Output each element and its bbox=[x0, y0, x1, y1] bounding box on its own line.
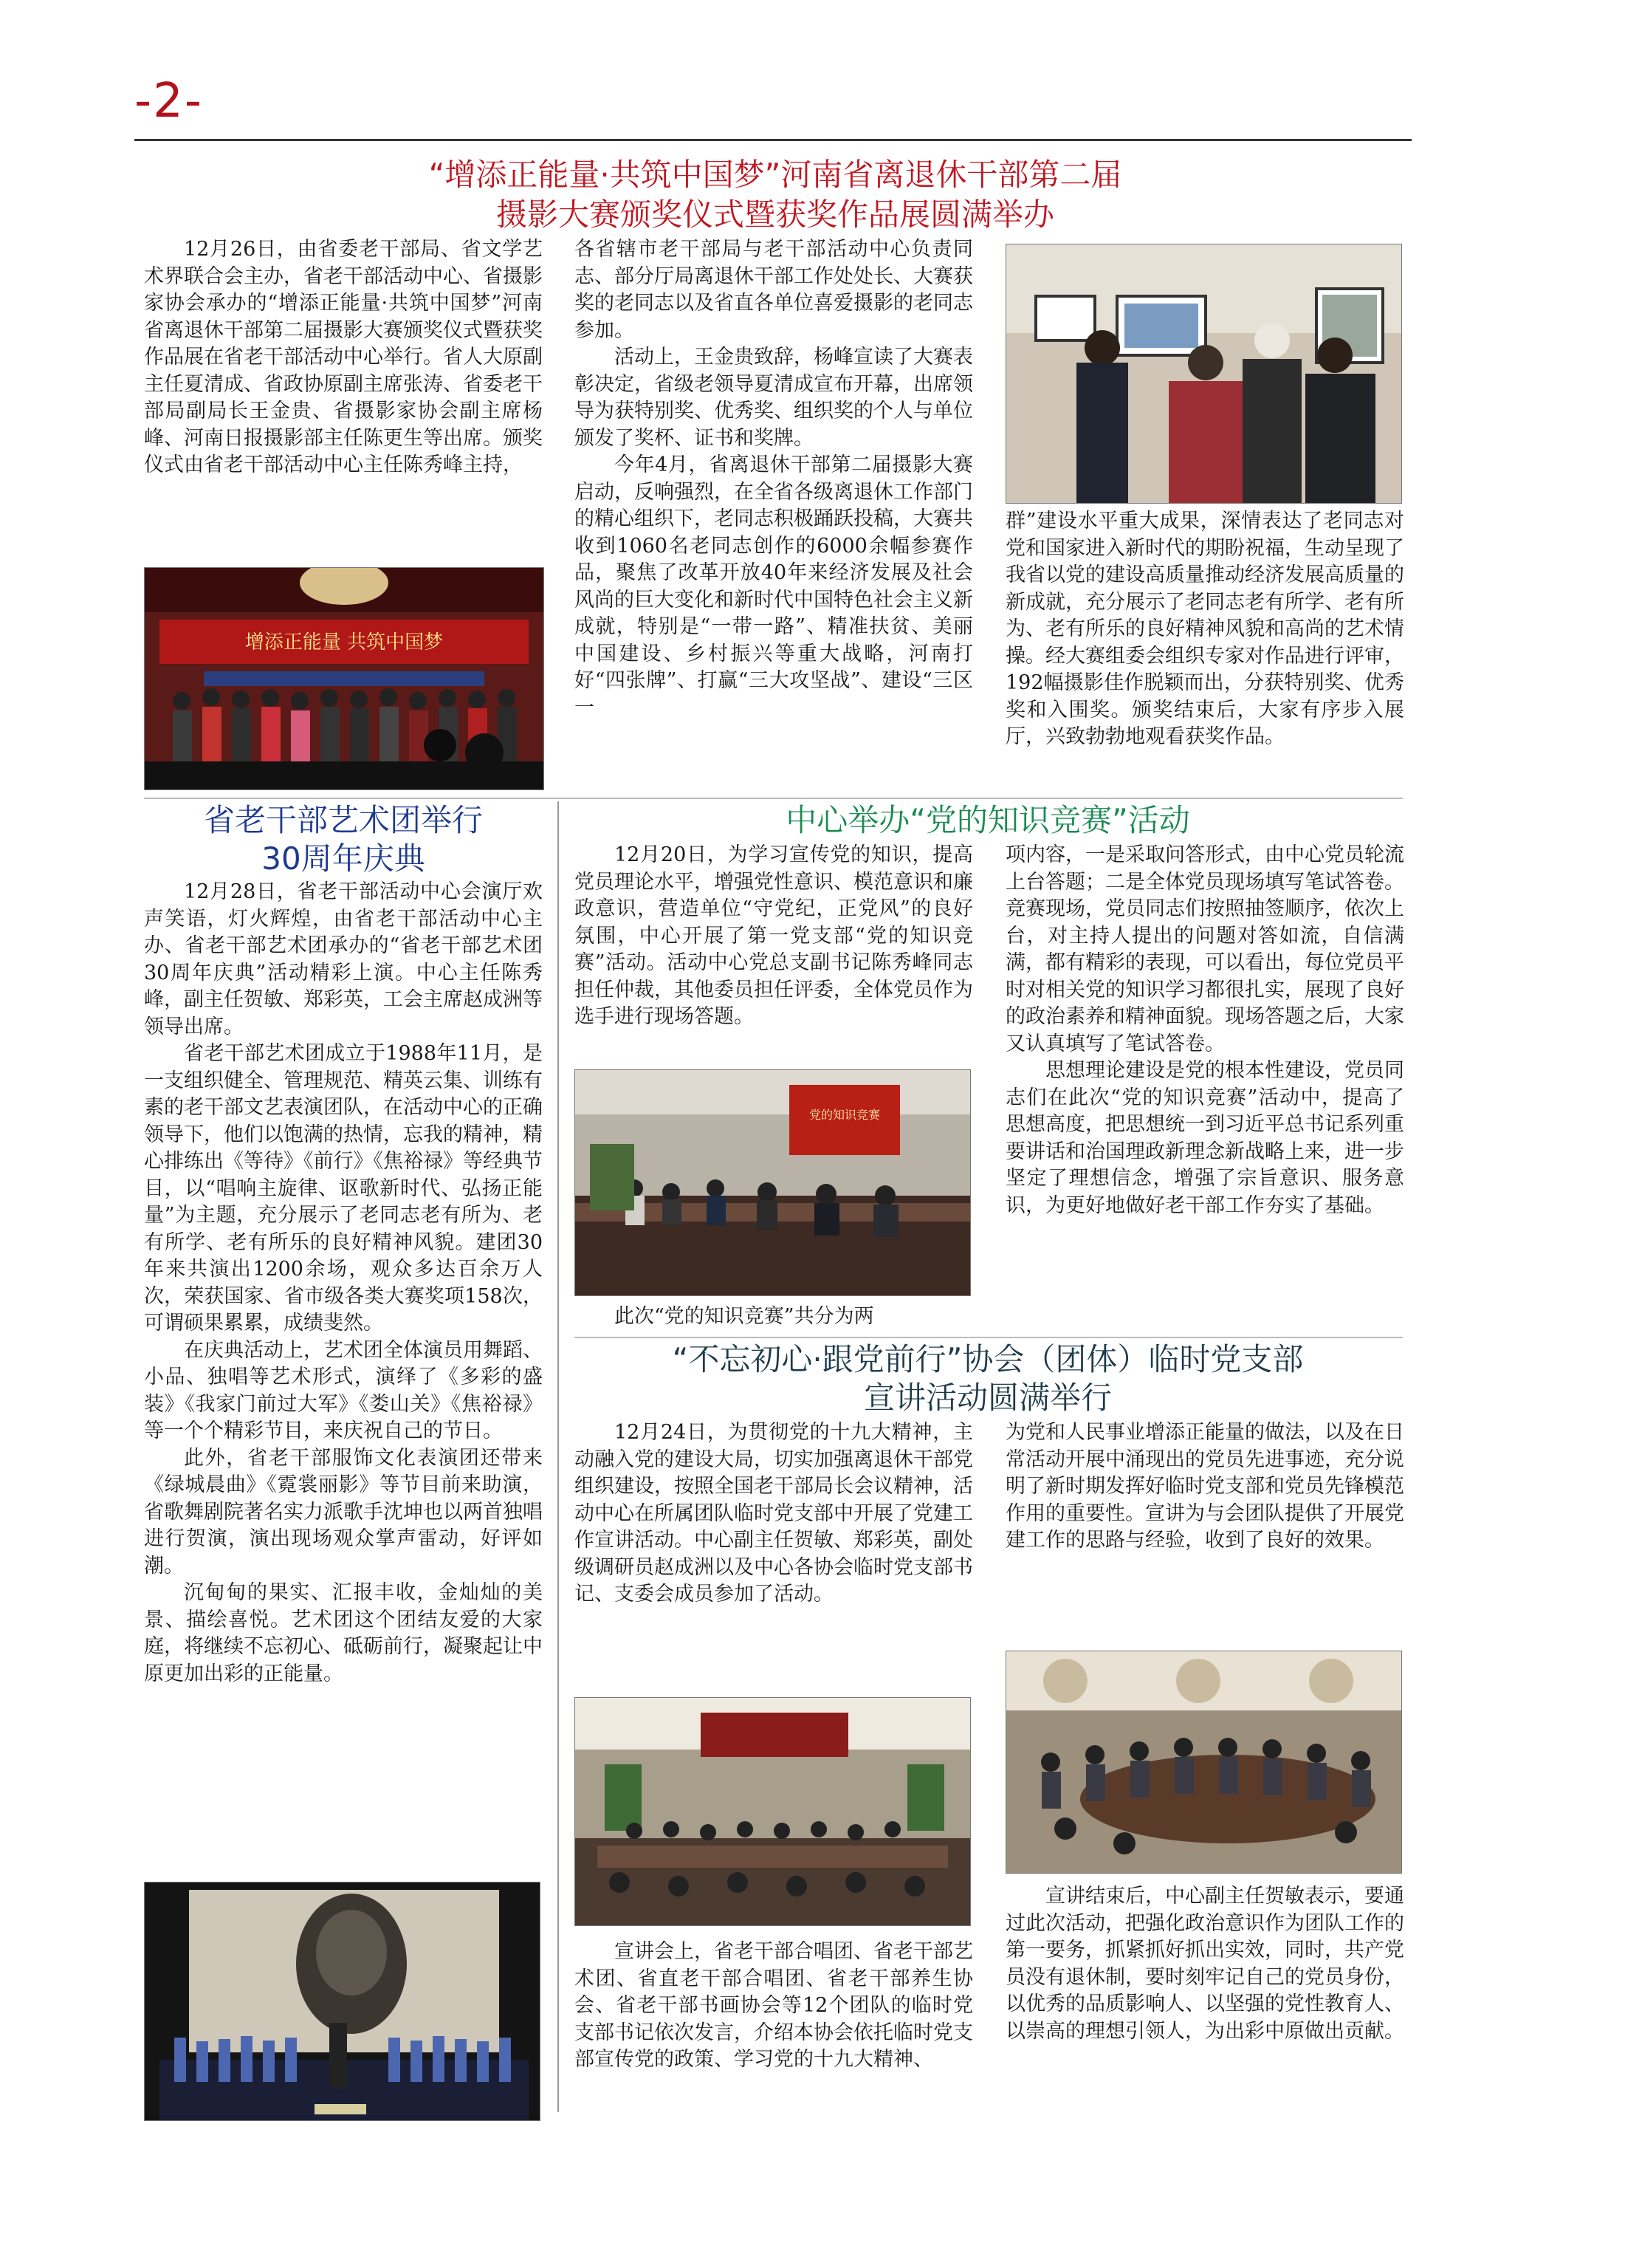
article4-col1-bottom-text: 宣讲会上，省老干部合唱团、省老干部艺术团、省直老干部合唱团、省老干部养生协会、省老干部书画协会等12个团队的临时党支部书记依次发言，介绍本协会依托临时党支部宣传党的政策、学习党的十九大精神、 bbox=[574, 1940, 973, 2071]
stage-photo-graphic bbox=[145, 1882, 540, 2120]
article4-title-line1: “不忘初心·跟党前行”协会（团体）临时党支部 bbox=[672, 1341, 1304, 1377]
article1-col1 bbox=[144, 236, 543, 561]
article1-title-line2: 摄影大赛颁奖仪式暨获奖作品展圆满举办 bbox=[495, 196, 1054, 233]
article4-col1-bottom bbox=[574, 1939, 973, 2116]
divider-horizontal-2 bbox=[574, 1337, 1403, 1338]
article4-photo-meeting2 bbox=[1006, 1651, 1402, 1874]
quiz-screen-text: 党的知识竞赛 bbox=[808, 1108, 880, 1122]
meeting2-photo-graphic bbox=[1006, 1651, 1401, 1873]
article3-col1-tail-text: 此次“党的知识竞赛”共分为两 bbox=[614, 1305, 874, 1328]
article3-col1 bbox=[574, 842, 973, 1063]
article2-title-line1: 省老干部艺术团举行 bbox=[203, 802, 483, 838]
article1-title bbox=[221, 155, 1329, 235]
article4-col2-top-text: 为党和人民事业增添正能量的做法，以及在日常活动开展中涌现出的党员先进事迹，充分说明了新时期发挥好临时党支部和党员先锋模范作用的重要性。宣讲为与会团队提供了开展党建工作的思路与经验，收到了良好的效果。 bbox=[1006, 1421, 1404, 1552]
article2-body bbox=[144, 879, 543, 1872]
ceremony-banner-text: 增添正能量 共筑中国梦 bbox=[244, 631, 444, 654]
article1-col2-p2: 活动上，王金贵致辞，杨峰宣读了大赛表彰决定，省级老领导夏清成宣布开幕，出席领导为获特别奖、优秀奖、组织奖的个人与单位颁发了奖杯、证书和奖牌。 bbox=[574, 346, 973, 450]
article4-col2-bottom bbox=[1006, 1883, 1404, 2120]
article4-title bbox=[574, 1340, 1401, 1417]
divider-vertical-1 bbox=[557, 801, 559, 2112]
page-number: -2- bbox=[134, 74, 203, 129]
article1-photo-gallery bbox=[1006, 244, 1402, 504]
article1-col2 bbox=[574, 236, 973, 794]
article2-p2: 省老干部艺术团成立于1988年11月，是一支组织健全、管理规范、精英云集、训练有素的老干部文艺表演团队，在活动中心的正确领导下，他们以饱满的热情，忘我的精神，精心排练出《等待》《前行》《焦裕禄》等经典节目，以“唱响主旋律、讴歌新时代、弘扬正能量”为主题，充分展示了老同志老有所为、老有所学、老有所乐的良好精神风貌。建团30年来共演出1200余场，观众多达百余万人次，荣获国家、省市级各类大赛奖项158次，可谓硕果累累，成绩斐然。 bbox=[144, 1042, 543, 1335]
article4-col1-text: 12月24日，为贯彻党的十九大精神，主动融入党的建设大局，切实加强离退休干部党组织建设，按照全国老干部局长会议精神，活动中心在所属团队临时党支部中开展了党建工作宣讲活动。中心副主任贺敏、郑彩英，副处级调研员赵成洲以及中心各协会临时党支部书记、支委会成员参加了活动。 bbox=[574, 1421, 973, 1606]
article3-title: 中心举办“党的知识竞赛”活动 bbox=[786, 802, 1190, 838]
meeting1-photo-graphic bbox=[575, 1698, 970, 1925]
divider-horizontal-1 bbox=[144, 798, 1403, 799]
article3-col2-p2: 思想理论建设是党的根本性建设，党员同志们在此次“党的知识竞赛”活动中，提高了思想高度，把思想统一到习近平总书记系列重要讲话和治国理政新理念新战略上来，进一步坚定了理想信念，增强了宗旨意识、服务意识，为更好地做好老干部工作夯实了基础。 bbox=[1006, 1059, 1404, 1217]
article4-photo-meeting1 bbox=[574, 1697, 971, 1926]
article1-photo-ceremony bbox=[144, 567, 544, 790]
article3-col1-text: 12月20日，为学习宣传党的知识，提高党员理论水平，增强党性意识、模范意识和廉政意识，营造单位“守党纪，正党风”的良好氛围，中心开展了第一党支部“党的知识竞赛”活动。活动中心党总支副书记陈秀峰同志担任仲裁，其他委员担任评委，全体党员作为选手进行现场答题。 bbox=[574, 843, 973, 1028]
article4-col1 bbox=[574, 1419, 973, 1693]
article1-col1-text: 12月26日，由省委老干部局、省文学艺术界联合会主办，省老干部活动中心、省摄影家协会承办的“增添正能量·共筑中国梦”河南省离退休干部第二届摄影大赛颁奖仪式暨获奖作品展在省老干部活动中心举行。省人大原副主任夏清成、省政协原副主席张涛、省委老干部局副局长王金贵、省摄影家协会副主席杨峰、河南日报摄影部主任陈更生等出席。颁奖仪式由省老干部活动中心主任陈秀峰主持， bbox=[144, 238, 543, 476]
article3-col1-tail bbox=[574, 1303, 973, 1333]
quiz-photo-graphic bbox=[575, 1070, 970, 1295]
article3-photo-quiz bbox=[574, 1069, 971, 1296]
gallery-photo-graphic bbox=[1006, 244, 1401, 503]
article3-col2-p1: 项内容，一是采取问答形式，由中心党员轮流上台答题；二是全体党员现场填写笔试答卷。竞赛现场，党员同志们按照抽签顺序，依次上台，对主持人提出的问题对答如流，自信满满，都有精彩的表现，可以看出，每位党员平时对相关党的知识学习都很扎实，展现了良好的政治素养和精神面貌。现场答题之后，大家又认真填写了笔试答卷。 bbox=[1006, 843, 1404, 1055]
article2-p1: 12月28日，省老干部活动中心会演厅欢声笑语，灯火辉煌，由省老干部活动中心主办、省老干部艺术团承办的“省老干部艺术团30周年庆典”活动精彩上演。中心主任陈秀峰，副主任贺敏、郑彩英，工会主席赵成洲等领导出席。 bbox=[144, 880, 543, 1038]
article2-p5: 沉甸甸的果实、汇报丰收，金灿灿的美景、描绘喜悦。艺术团这个团结友爱的大家庭，将继续不忘初心、砥砺前行，凝聚起让中原更加出彩的正能量。 bbox=[144, 1581, 543, 1685]
ceremony-photo-graphic bbox=[145, 568, 543, 789]
article2-p3: 在庆典活动上，艺术团全体演员用舞蹈、小品、独唱等艺术形式，演绎了《多彩的盛装》《我家门前过大军》《娄山关》《焦裕禄》等一个个精彩节目，来庆祝自己的节日。 bbox=[144, 1338, 543, 1442]
article2-photo-stage bbox=[144, 1882, 540, 2121]
article1-col3 bbox=[1006, 508, 1404, 796]
article2-title bbox=[144, 801, 543, 878]
article1-col2-p3: 今年4月，省离退休干部第二届摄影大赛启动，反响强烈，在全省各级离退休工作部门的精心组织下，老同志积极踊跃投稿，大赛共收到1060名老同志创作的6000余幅参赛作品，聚焦了改革开放40年来经济发展及社会风尚的巨大变化和新时代中国特色社会主义新成就，特别是“一带一路”、精准扶贫、美丽中国建设、乡村振兴等重大战略，河南打好“四张牌”、打赢“三大攻坚战”、建设“三区一 bbox=[574, 453, 973, 719]
article3-col2 bbox=[1006, 842, 1404, 1337]
article1-title-line1: “增添正能量·共筑中国梦”河南省离退休干部第二届 bbox=[428, 157, 1122, 193]
article2-title-line2: 30周年庆典 bbox=[261, 840, 425, 877]
article1-col3-text: 群”建设水平重大成果，深情表达了老同志对党和国家进入新时代的期盼祝福，生动呈现了我省以党的建设高质量推动经济发展高质量的新成就，充分展示了老同志老有所学、老有所为、老有所乐的良好精神风貌和高尚的艺术情操。经大赛组委会组织专家对作品进行评审，192幅摄影佳作脱颖而出，分获特别奖、优秀奖和入围奖。颁奖结束后，大家有序步入展厅，兴致勃勃地观看获奖作品。 bbox=[1006, 510, 1404, 748]
article4-title-line2: 宣讲活动圆满举行 bbox=[863, 1380, 1112, 1416]
header-rule bbox=[134, 139, 1412, 141]
article1-col2-p1: 各省辖市老干部局与老干部活动中心负责同志、部分厅局离退休干部工作处处长、大赛获奖的老同志以及省直各单位喜爱摄影的老同志参加。 bbox=[574, 238, 973, 342]
article4-col2-bottom-text: 宣讲结束后，中心副主任贺敏表示，要通过此次活动，把强化政治意识作为团队工作的第一要务，抓紧抓好抓出实效，同时，共产党员没有退休制，要时刻牢记自己的党员身份，以优秀的品质影响人、以坚强的党性教育人、以崇高的理想引领人，为出彩中原做出贡献。 bbox=[1006, 1885, 1404, 2043]
article2-p4: 此外，省老干部服饰文化表演团还带来《绿城晨曲》《霓裳丽影》等节目前来助演，省歌舞剧院著名实力派歌手沈坤也以两首独唱进行贺演，演出现场观众掌声雷动，好评如潮。 bbox=[144, 1446, 543, 1577]
article4-col2-top bbox=[1006, 1419, 1404, 1641]
